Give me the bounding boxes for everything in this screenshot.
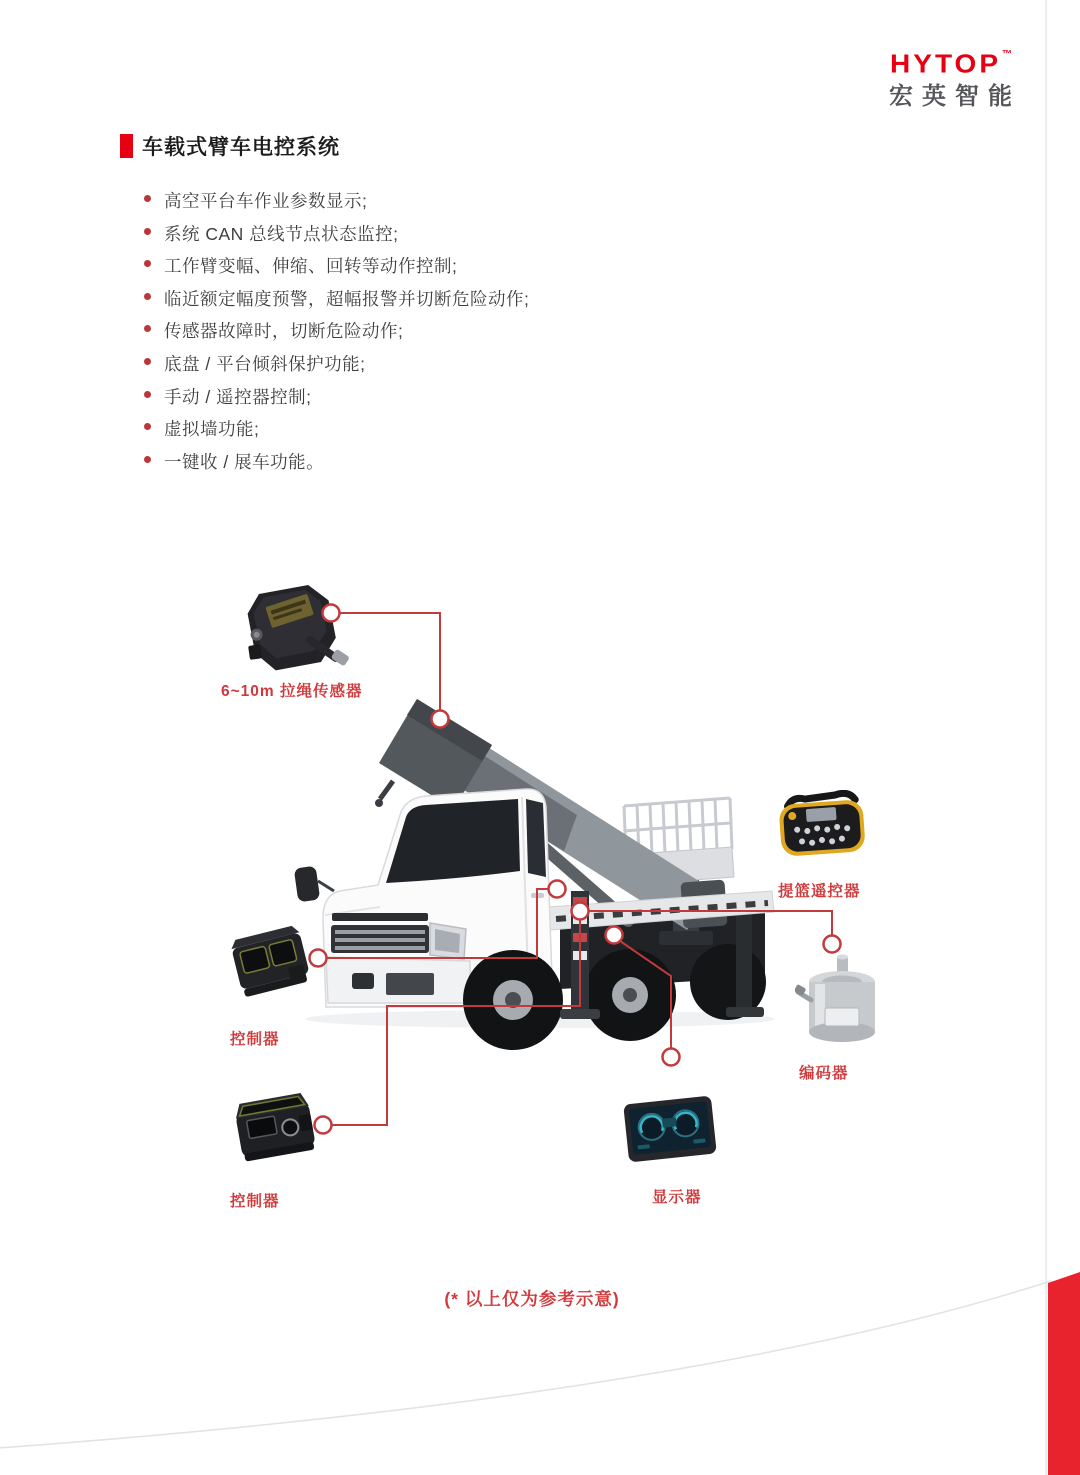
feature-item: 高空平台车作业参数显示;	[140, 188, 529, 221]
feature-item: 系统 CAN 总线节点状态监控;	[140, 221, 529, 254]
label-controller-top: 控制器	[230, 1031, 280, 1048]
feature-item: 工作臂变幅、伸缩、回转等动作控制;	[140, 253, 529, 286]
feature-item: 底盘 / 平台倾斜保护功能;	[140, 351, 529, 384]
brand-chinese-name: 宏英智能	[889, 83, 1021, 110]
controller-top-illustration	[228, 922, 314, 1004]
controller-bottom-image	[232, 1086, 318, 1173]
corner-accent-bar	[1048, 1272, 1080, 1475]
label-basket-remote: 提篮遥控器	[778, 883, 861, 900]
label-display: 显示器	[652, 1189, 702, 1206]
encoder-illustration	[795, 950, 889, 1046]
basket-remote-illustration	[775, 790, 869, 862]
reference-footnote: (* 以上仅为参考示意)	[444, 1289, 620, 1309]
display-illustration	[622, 1092, 718, 1166]
brand-name: HYTOP	[890, 49, 1001, 78]
label-encoder: 编码器	[799, 1065, 849, 1082]
rope-sensor-illustration	[240, 578, 352, 686]
rope-sensor-image	[240, 578, 352, 691]
truck-image	[230, 685, 780, 1070]
encoder-image	[795, 950, 889, 1051]
feature-item: 临近额定幅度预警，超幅报警并切断危险动作;	[140, 286, 529, 319]
label-rope-sensor: 6~10m 拉绳传感器	[221, 683, 363, 700]
controller-bottom-illustration	[232, 1086, 318, 1168]
feature-item: 传感器故障时，切断危险动作;	[140, 318, 529, 351]
basket-remote-image	[775, 790, 869, 867]
feature-item: 一键收 / 展车功能。	[140, 449, 529, 482]
page-title: 车载式臂车电控系统	[142, 136, 340, 159]
controller-top-image	[228, 922, 314, 1009]
trademark-symbol: ™	[1002, 49, 1012, 60]
label-controller-bottom: 控制器	[230, 1193, 280, 1210]
side-mirror	[294, 866, 321, 903]
feature-item: 手动 / 遥控器控制;	[140, 384, 529, 417]
display-image	[622, 1092, 718, 1171]
feature-item: 虚拟墙功能;	[140, 416, 529, 449]
